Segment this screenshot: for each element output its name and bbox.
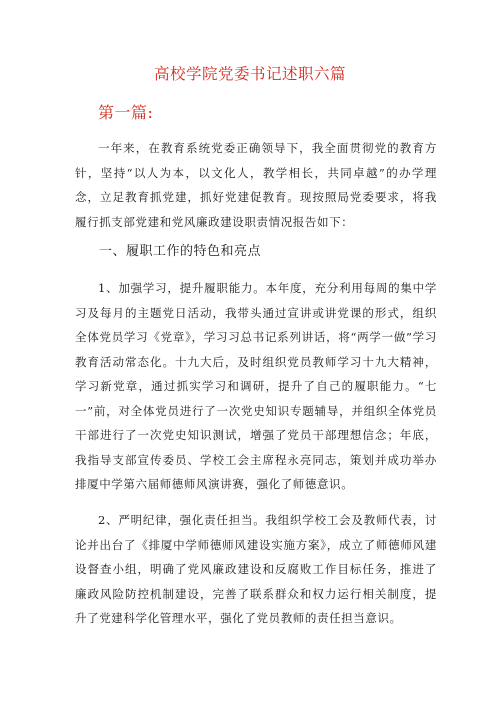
section-heading: 第一篇: <box>98 103 154 122</box>
paragraph-study: 1、加强学习，提升履职能力。本年度，充分利用每周的集中学习及每月的主题党日活动，我带头通过宣讲或讲党课的形式，组织全体党员学习《党章》，学习习总书记系列讲话，将“两学一做”学习教育活动常态化。十九大后，及时组织党员教师学习十九大精神，学习新党章，通过抓实学习和调研，提升了自己的履职能力。“七一”前，对全体党员进行了一次党史知识专题辅导，并组织全体党员干部进行了一次党史知识测试，增强了党员干部理想信念；年底，我指导支部宣传委员、学校工会主席程永亮同志，策划并成功举办排厦中学第六届师德师风演讲赛，强化了师德意识。 <box>75 281 437 491</box>
subheading-highlights: 一、履职工作的特色和亮点 <box>99 244 262 259</box>
document-title: 高校学院党委书记述职六篇 <box>153 65 346 83</box>
intro-paragraph: 一年来，在教育系统党委正确领导下，我全面贯彻党的教育方针，坚持“以人为本，以文化人，教学相长，共同卓越”的办学理念，立足教育抓党建，抓好党建促教育。现按照局党委要求，将我履行抓支部党建和党风廉政建设职责情况报告如下： <box>75 141 437 229</box>
paragraph-discipline: 2、严明纪律，强化责任担当。我组织学校工会及教师代表，讨论并出台了《排厦中学师德师风建设实施方案》，成立了师德师风建设督查小组，明确了党风廉政建设和反腐败工作目标任务，推进了廉政风险防控机制建设，完善了联系群众和权力运行相关制度，提升了党建科学化管理水平，强化了党员教师的责任担当意识。 <box>75 513 437 625</box>
